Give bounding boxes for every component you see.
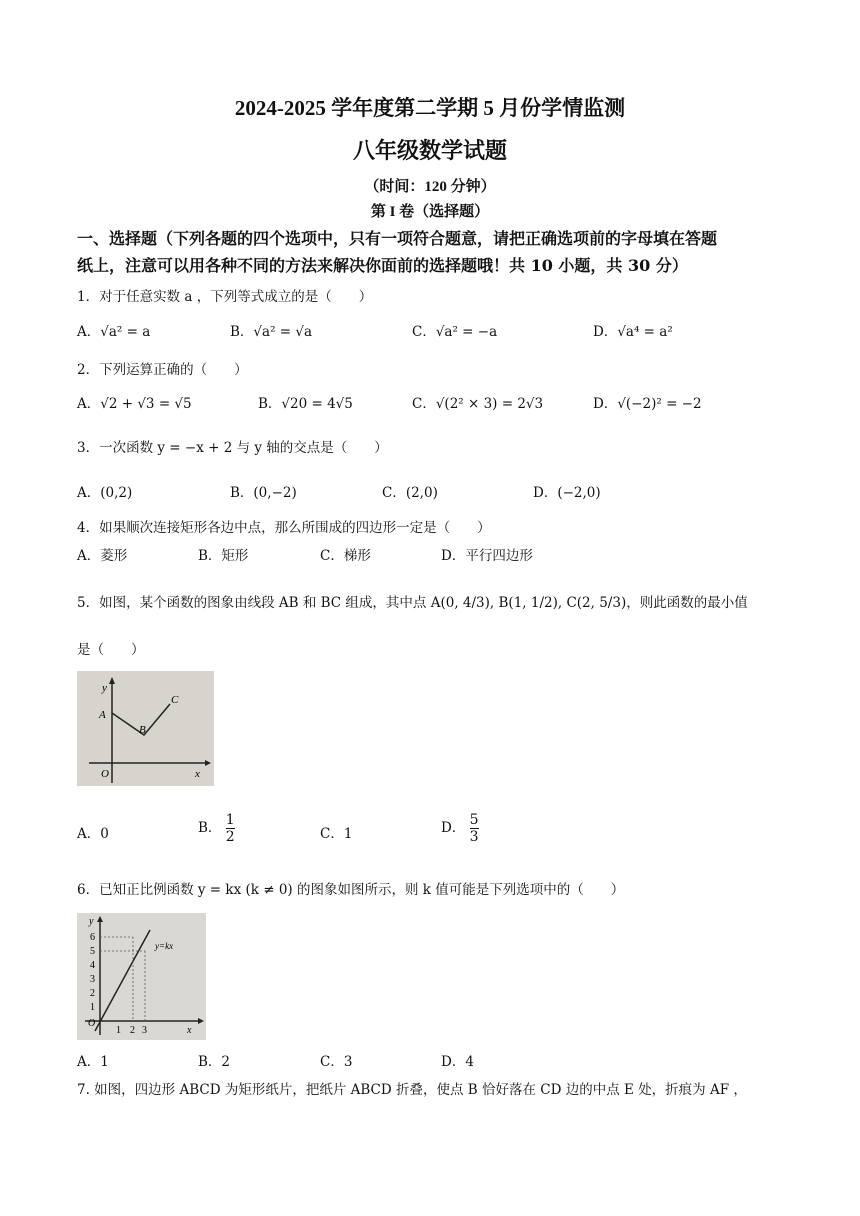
section-instruction-line1: 一、选择题（下列各题的四个选项中，只有一项符合题意，请把正确选项前的字母填在答题	[77, 229, 718, 248]
q5-point-c: C(2, 5/3)	[566, 595, 627, 611]
q5-option-d-fraction	[470, 812, 479, 845]
q1-option-c: C．√a² = −a	[412, 324, 498, 340]
q5-stem-start: 5．如图，某个函数的图象由线段 AB 和 BC 组成，其中点 A	[77, 595, 441, 611]
question-5-stem-cont: 是（ ）	[77, 642, 145, 658]
q2-option-d: D．√(−2)² = −2	[593, 396, 702, 412]
q3-option-a: A．(0,2)	[77, 485, 133, 501]
question-2-stem: 2．下列运算正确的（ ）	[77, 362, 248, 378]
q2-option-a: A．√2 + √3 = √5	[77, 396, 192, 412]
q4-option-d: D．平行四边形	[441, 548, 533, 564]
q3-option-d: D．(−2,0)	[533, 485, 601, 501]
question-7-stem: 7. 如图，四边形 ABCD 为矩形纸片，把纸片 ABCD 折叠，使点 B 恰好落在 CD 边的中点 E 处，折痕为 AF ，	[77, 1082, 747, 1098]
q5-label-a: A	[99, 709, 106, 721]
q5-point-b: B(1, 1/2)	[498, 595, 558, 611]
exam-subtitle: 八年级数学试题	[352, 138, 507, 163]
section-instruction-line2: 纸上，注意可以用各种不同的方法来解决你面前的选择题哦！共 10 小题，共 30 分）	[77, 256, 688, 275]
q5-option-b-denominator: 2	[225, 829, 235, 845]
q6-function-graph	[77, 913, 206, 1040]
q5-label-origin: O	[101, 768, 109, 780]
question-6-stem: 6．已知正比例函数 y = kx (k ≠ 0) 的图象如图所示，则 k 值可能是下列选项中的（ ）	[77, 882, 625, 898]
q2-option-c: C．√(2² × 3) = 2√3	[412, 396, 544, 412]
q1-option-d: D．√a⁴ = a²	[593, 324, 673, 340]
q6-option-a: A．1	[77, 1054, 109, 1070]
q5-label-b: B	[139, 724, 146, 736]
exam-time: （时间：120 分钟）	[364, 179, 496, 195]
q6-tick-6: 6	[90, 932, 95, 943]
q6-xtick-1: 1	[116, 1025, 121, 1036]
q5-label-x: x	[195, 768, 200, 780]
q6-xtick-2: 2	[130, 1025, 135, 1036]
question-5-stem: 5．如图，某个函数的图象由线段 AB 和 BC 组成，其中点 A(0, 4/3), B(1, 1/2), C(2, 5/3)，则此函数的最小值	[77, 595, 748, 611]
q1-option-a: A．√a² = a	[77, 324, 151, 340]
q4-option-c: C．梯形	[320, 548, 371, 564]
q6-line-label: y=kx	[155, 941, 174, 951]
q6-tick-1: 1	[90, 1002, 95, 1013]
q4-option-a: A．菱形	[77, 548, 128, 564]
q5-option-b	[198, 812, 235, 845]
q6-option-b: B．2	[198, 1054, 231, 1070]
q4-option-b: B．矩形	[198, 548, 249, 564]
q5-option-d-numerator: 5	[469, 812, 479, 828]
q5-stem-end: ，则此函数的最小值	[626, 595, 748, 611]
q5-option-b-fraction	[226, 812, 235, 845]
q5-option-b-numerator: 1	[225, 812, 235, 828]
q1-option-b: B．√a² = √a	[230, 324, 313, 340]
q5-option-d	[441, 812, 479, 845]
exam-title: 2024-2025 学年度第二学期 5 月份学情监测	[234, 96, 626, 120]
question-1-stem: 1．对于任意实数 a ，下列等式成立的是（ ）	[77, 289, 373, 305]
q5-label-y: y	[102, 682, 107, 694]
q6-tick-4: 4	[90, 960, 95, 971]
q5-option-d-label: D．	[441, 820, 466, 836]
q6-option-c: C．3	[320, 1054, 353, 1070]
q5-point-a: (0, 4/3)	[440, 595, 490, 611]
question-4-stem: 4．如果顺次连接矩形各边中点，那么所围成的四边形一定是（ ）	[77, 520, 491, 536]
q6-tick-5: 5	[90, 946, 95, 957]
q5-label-c: C	[171, 694, 179, 706]
volume-heading: 第 I 卷（选择题）	[370, 204, 490, 220]
question-3-stem: 3．一次函数 y = −x + 2 与 y 轴的交点是（ ）	[77, 440, 388, 456]
q5-option-a: A．0	[77, 826, 109, 842]
q3-option-c: C．(2,0)	[382, 485, 438, 501]
q6-tick-3: 3	[90, 974, 95, 985]
q5-option-b-label: B．	[198, 820, 222, 836]
q5-function-graph	[77, 671, 214, 786]
q2-option-b: B．√20 = 4√5	[258, 396, 353, 412]
q6-label-origin: O	[88, 1018, 96, 1029]
q5-option-d-denominator: 3	[469, 829, 479, 845]
q6-label-x: x	[187, 1025, 192, 1036]
q6-option-d: D．4	[441, 1054, 474, 1070]
q5-option-c: C．1	[320, 826, 353, 842]
q6-tick-2: 2	[90, 988, 95, 999]
q6-xtick-3: 3	[142, 1025, 147, 1036]
q3-option-b: B．(0,−2)	[230, 485, 297, 501]
q6-label-y: y	[89, 916, 94, 927]
